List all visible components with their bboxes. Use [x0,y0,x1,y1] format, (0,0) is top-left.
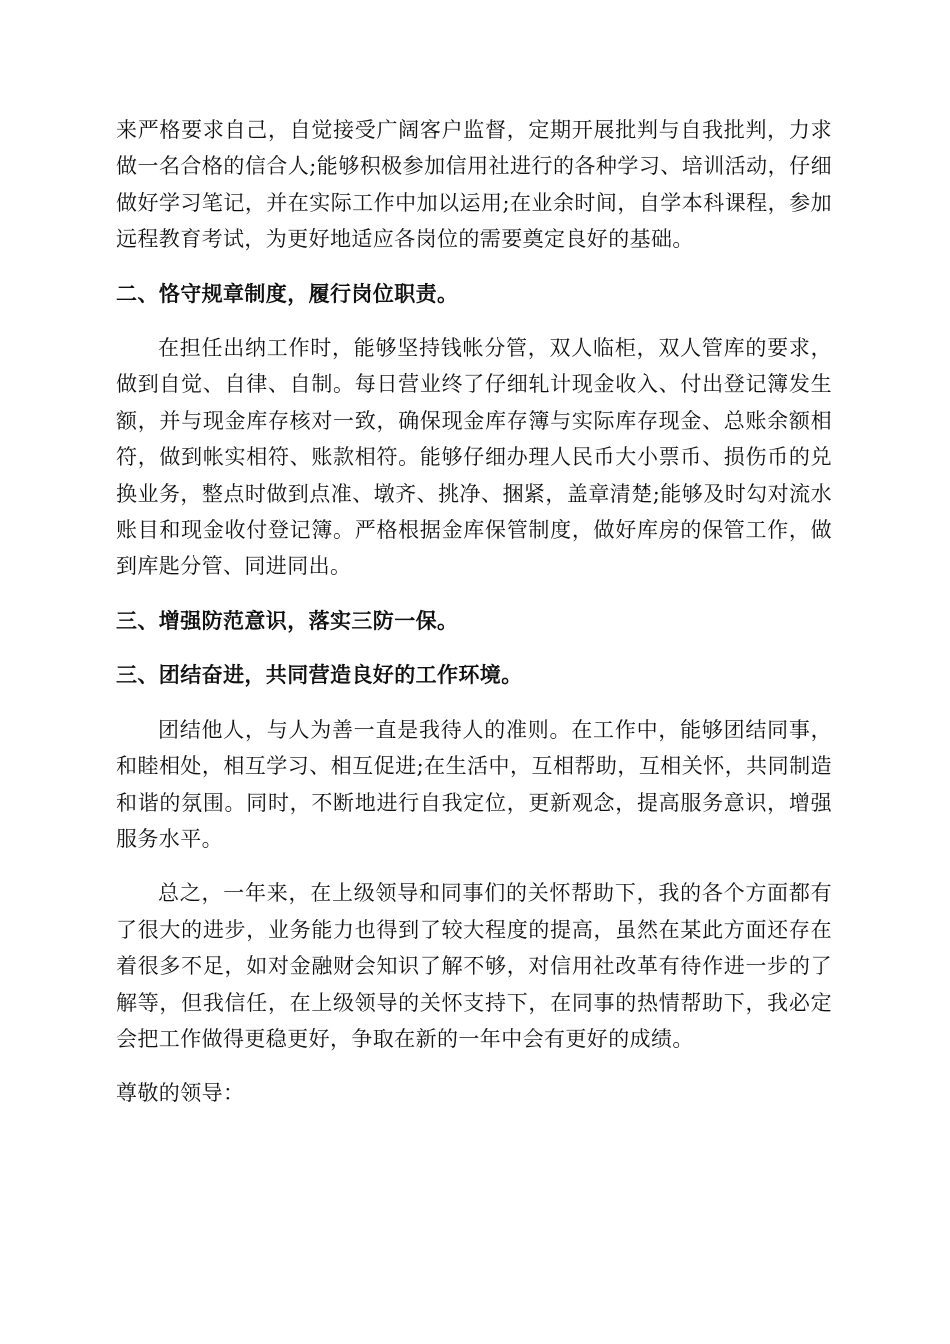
salutation: 尊敬的领导： [116,1081,245,1106]
paragraph-self-discipline: 来严格要求自己，自觉接受广阔客户监督，定期开展批判与自我批判，力求做一名合格的信合人;能够积极参加信用社进行的各种学习、培训活动，仔细做好学习笔记，并在实际工作中加以运用;在业余时间，自学本科课程，参加远程教育考试，为更好地适应各岗位的需要奠定良好的基础。 [116,118,832,252]
document-body [116,112,832,1130]
section-heading-rules: 二、恪守规章制度，履行岗位职责。 [116,281,459,306]
section-heading-prevention: 三、增强防范意识，落实三防一保。 [116,608,459,633]
paragraph-cashier-duties: 在担任出纳工作时，能够坚持钱帐分管，双人临柜，双人管库的要求，做到自觉、自律、自制。每日营业终了仔细轧计现金收入、付出登记簿发生额，并与现金库存核对一致，确保现金库存簿与实际库存现金、总账余额相符，做到帐实相符、账款相符。能够仔细办理人民币大小票币、损伤币的兑换业务，整点时做到点准、墩齐、挑净、捆紧，盖章清楚;能够及时勾对流水账目和现金收付登记簿。严格根据金库保管制度，做好库房的保管工作，做到库匙分管、同进同出。 [116,336,832,579]
paragraph-summary: 总之，一年来，在上级领导和同事们的关怀帮助下，我的各个方面都有了很大的进步，业务能力也得到了较大程度的提高，虽然在某此方面还存在着很多不足，如对金融财会知识了解不够，对信用社改革有待作进一步的了解等，但我信任，在上级领导的关怀支持下，在同事的热情帮助下，我必定会把工作做得更稳更好，争取在新的一年中会有更好的成绩。 [116,881,832,1051]
paragraph-teamwork: 团结他人，与人为善一直是我待人的准则。在工作中，能够团结同事，和睦相处，相互学习、相互促进;在生活中，互相帮助，互相关怀，共同制造和谐的氛围。同时，不断地进行自我定位，更新观念，提高服务意识，增强服务水平。 [116,717,832,851]
section-heading-teamwork: 三、团结奋进，共同营造良好的工作环境。 [116,663,523,688]
